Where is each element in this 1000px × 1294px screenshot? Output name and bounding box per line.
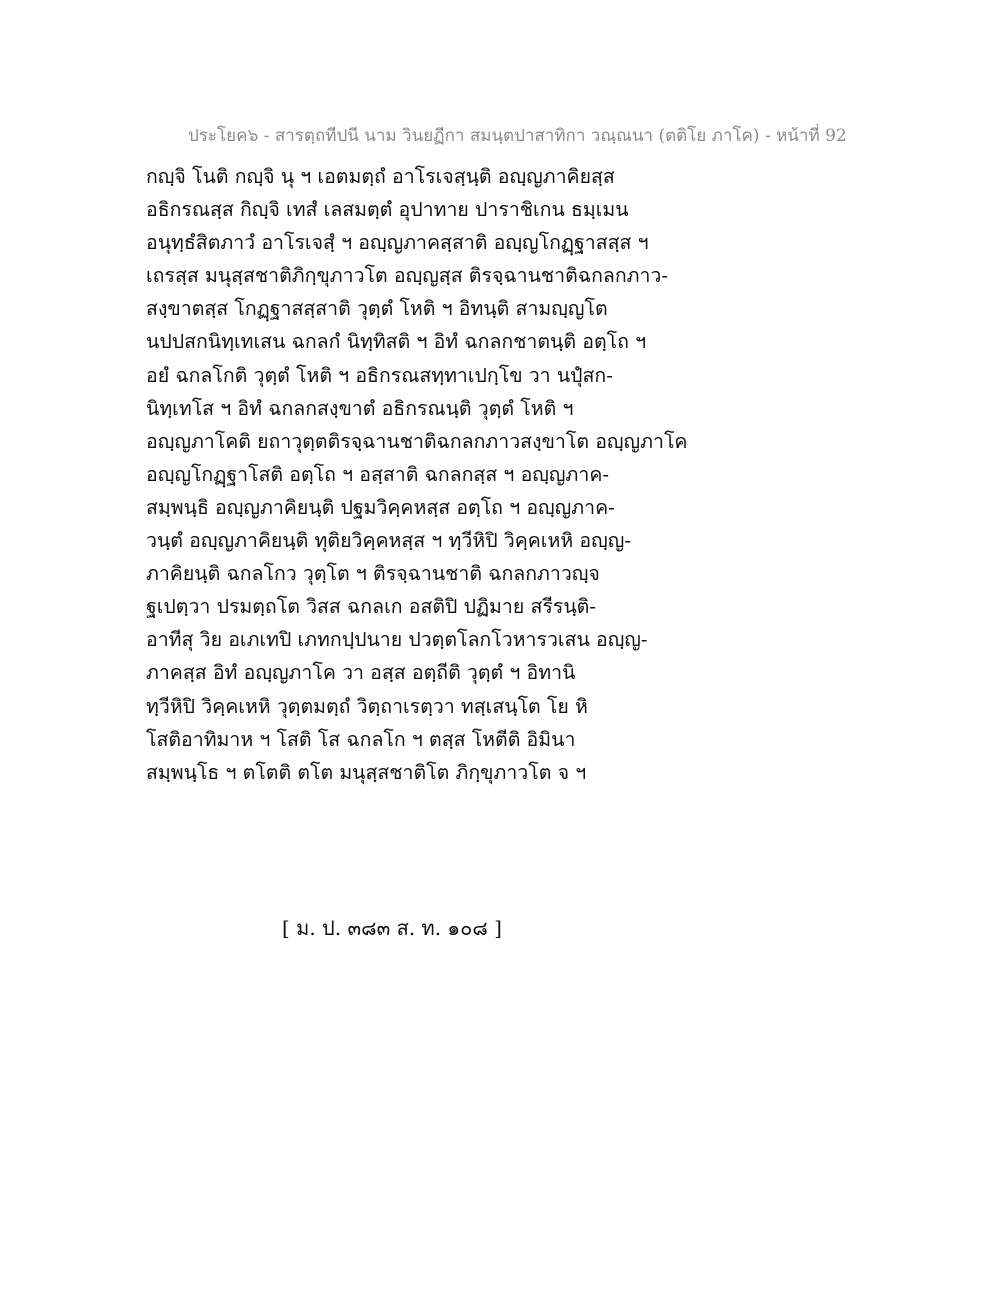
text-line: สมฺพนฺโธ ฯ ตโตติ ตโต มนุสฺสชาติโต ภิกฺขุภาวโต จ ฯ	[146, 760, 587, 784]
text-line: นปปสกนิทฺเทเสน ฉกลกํ นิทฺทิสติ ฯ อิทํ ฉกลกชาตนฺติ อตฺโถ ฯ	[146, 330, 647, 354]
text-line: อญฺญภาโคติ ยถาวุตฺตติรจฺฉานชาติฉกลกภาวสงฺขาโต อญฺญภาโค	[146, 429, 688, 453]
text-line: กญฺจิ โนติ กญฺจิ นุ ฯ เอตมตฺถํ อาโรเจสฺนฺติ อญฺญภาคิยสฺส	[146, 165, 615, 188]
text-line: อาทีสุ วิย อเภเทปิ เภทกปฺปนาย ปวตฺตโลกโวหารวเสน อญฺญ-	[146, 628, 648, 652]
text-line: เถรสฺส มนุสฺสชาติภิกฺขุภาวโต อญฺญสฺส ติรจฺฉานชาติฉกลกภาว-	[146, 264, 668, 288]
text-line: สมฺพนฺธิ อญฺญภาคิยนฺติ ปฐมวิคฺคหสฺส อตฺโถ ฯ อญฺญภาค-	[146, 495, 615, 519]
text-line: ภาคิยนฺติ ฉกลโกว วุตฺโต ฯ ติรจฺฉานชาติ ฉกลกภาวญฺจ	[146, 562, 600, 586]
text-line: ภาคสฺส อิทํ อญฺญภาโค วา อสฺส อตฺถีติ วุตฺตํ ฯ อิทานิ	[146, 661, 576, 685]
text-line: สงฺขาตสฺส โกฏฺฐาสสฺสาติ วุตฺตํ โหติ ฯ อิทนฺติ สามญฺญโต	[146, 297, 608, 321]
text-line: อนุทฺธํสิตภาวํ อาโรเจสฺํ ฯ อญฺญภาคสฺสาติ อญฺญโกฏฺฐาสสฺส ฯ	[146, 231, 649, 255]
text-line: อธิกรณสฺส กิญฺจิ เทสํ เลสมตฺตํ อุปาทาย ปาราชิเกน ธมฺเมน	[146, 198, 629, 222]
text-line: โสติอาทิมาห ฯ โสติ โส ฉกลโก ฯ ตสฺส โหตีติ อิมินา	[146, 727, 576, 751]
body-text	[146, 160, 846, 789]
text-line: อญฺญโกฏฺฐาโสติ อตฺโถ ฯ อสฺสาติ ฉกลกสฺส ฯ อญฺญภาค-	[146, 462, 609, 486]
running-header: ประโยค๖ - สารตฺถทีปนี นาม วินยฏีกา สมนฺตปาสาทิกา วณฺณนา (ตติโย ภาโค) - หน้าที่ 92	[188, 126, 847, 146]
text-line: วนฺตํ อญฺญภาคิยนฺติ ทุติยวิคฺคหสฺส ฯ ทฺวีหิปิ วิคฺคเหหิ อญฺญ-	[146, 529, 631, 553]
text-line: ทฺวีหิปิ วิคฺคเหหิ วุตฺตมตฺถํ วิตฺถาเรตฺวา ทสฺเสนฺโต โย หิ	[146, 694, 588, 718]
text-line: นิทฺเทโส ฯ อิทํ ฉกลกสงฺขาตํ อธิกรณนฺติ วุตฺตํ โหติ ฯ	[146, 396, 574, 420]
text-line: อยํ ฉกลโกติ วุตฺตํ โหติ ฯ อธิกรณสทฺทาเปกฺโข วา นปุํสก-	[146, 363, 613, 387]
text-line: ฐเปตฺวา ปรมตฺถโต วิสส ฉกลเก อสติปิ ปฏิมาย สรีรนฺติ-	[146, 595, 596, 619]
source-reference: [ ม. ป. ๓๘๓ ส. ท. ๑๐๘ ]	[282, 916, 502, 940]
